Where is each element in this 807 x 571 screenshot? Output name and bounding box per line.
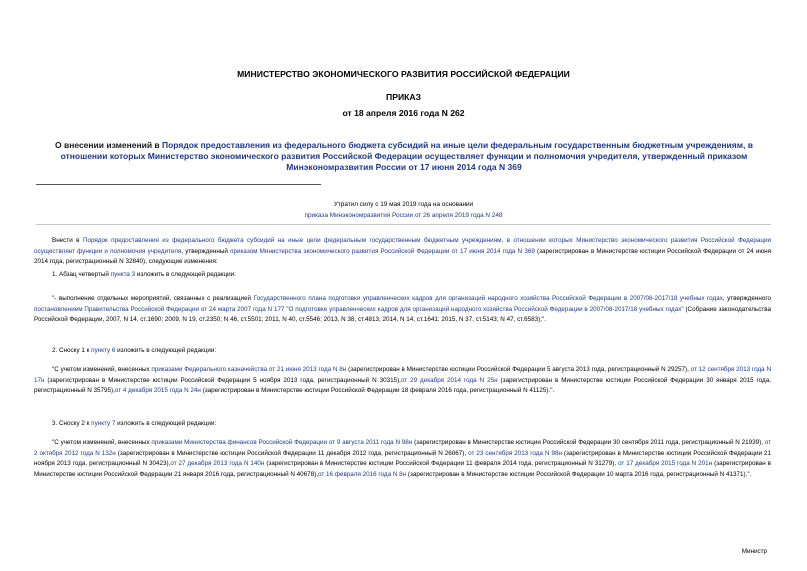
order-procedure-link[interactable]: Порядок предоставления из федерального бюджета субсидий на иные цели федеральным государственным бюджетным учреждениям, в отношении которых Министерство экономического развития Российской Федерации осуществляет функции и полномочия учредителя [34, 237, 771, 255]
order-369-link[interactable]: приказом Министерства экономического развития Российской Федерации от 17 июня 2014 года N 369 [230, 247, 535, 255]
text: (зарегистрирован в Министерстве юстиции Российской Федерации 30 января 2015 года, регистрационный N 35795), [34, 376, 771, 394]
text: (зарегистрирован в Министерстве юстиции Российской Федерации 11 декабря 2012 года, регистрационный N 26067), [115, 449, 469, 457]
minfin-order-8n-link[interactable]: от 16 февраля 2016 года N 8н [318, 470, 407, 478]
text: (зарегистрирован в Министерстве юстиции Российской Федерации 5 ноября 2013 года, регистрационный N 30315), [44, 376, 401, 384]
repeal-order-link[interactable]: приказа Минэкономразвития России от 26 апреля 2019 года N 248 [304, 212, 503, 219]
treasury-order-25n-link[interactable]: от 29 декабря 2014 года N 25н [400, 376, 498, 384]
text: (зарегистрирован в Министерстве юстиции Российской Федерации 18 февраля 2016 года, регистрационный N 41125).". [200, 387, 555, 394]
title-link[interactable]: Порядок предоставления из федерального бюджета субсидий на иные цели федеральным государственным бюджетным учреждениям, в отношении которых Министерство экономического развития Российской Федерации осуществляет функции и полномочия учредителя, утвержденный приказом Минэкономразвития России от 17 июня 2014 года N 369 [60, 140, 753, 172]
date-number-heading: от 18 апреля 2016 года N 262 [342, 108, 465, 118]
text: 3. Сноску 2 к [52, 420, 92, 427]
document-title [34, 140, 774, 173]
text: Внести в [52, 237, 83, 244]
resolution-title-link[interactable]: "О подготовке управленческих кадров для организаций народного хозяйства Российской Федерации в 2007/08-2017/18 учебных годах" [286, 305, 684, 313]
text: (зарегистрирован в Министерстве юстиции Российской Федерации 10 марта 2016 года, регистрационный N 41371).". [406, 470, 752, 478]
treasury-order-24n-link[interactable]: от 4 декабря 2015 года N 24н [114, 387, 201, 394]
point-3-link[interactable]: пункта 3 [110, 271, 136, 278]
paragraph-quote-2 [34, 365, 771, 397]
text: "- выполнение отдельных мероприятий, связанных с реализацией [52, 295, 254, 302]
paragraph-item-2 [34, 346, 771, 357]
doc-type-heading: ПРИКАЗ [386, 92, 421, 102]
ministry-heading: МИНИСТЕРСТВО ЭКОНОМИЧЕСКОГО РАЗВИТИЯ РОССИЙСКОЙ ФЕДЕРАЦИИ [237, 69, 570, 79]
point-7-link[interactable]: пункту 7 [91, 420, 116, 427]
minfin-order-132n-link[interactable]: от 2 октября 2012 года N 132н [34, 439, 772, 457]
signature-label: Министр [741, 548, 767, 555]
text: , утвержденный [181, 247, 231, 255]
text: (зарегистрирован в Министерстве юстиции Российской Федерации 21 января 2016 года, регистрационный N 40678), [34, 460, 771, 478]
text: "С учетом изменений, внесенных [52, 366, 152, 373]
text: (зарегистрирован в Министерстве юстиции Российской Федерации 30 сентября 2011 года, регистрационный N 21939), [412, 439, 765, 446]
point-6-link[interactable]: пункту 6 [91, 347, 116, 354]
paragraph-item-1 [34, 270, 771, 281]
resolution-177-link[interactable]: постановлением Правительства Российской Федерации от 24 марта 2007 года N 177 [34, 305, 285, 313]
text: 1. Абзац четвертый [52, 271, 111, 278]
text: изложить в следующей редакции: [135, 271, 236, 278]
title-prefix: О внесении изменений в [55, 140, 162, 150]
text: (Собрание законодательства Российской Федерации, 2007, N 14, ст.1690; 2009, N 19, ст.2350; N 46, ст.5501; 2011, N 40, ст.5546; 2013, N 38, ст.4813; 2014, N 14, ст.1641; 2015, N 37, ст.5143; N 47, ст.6583);". [34, 305, 772, 323]
repeal-note-text: Утратил силу с 19 мая 2019 года на основании [333, 201, 474, 208]
text: (зарегистрирован в Министерстве юстиции Российской Федерации 5 августа 2013 года, регистрационный N 29257), [346, 366, 691, 373]
divider-short [36, 184, 321, 185]
minfin-order-201n-link[interactable]: от 17 декабря 2015 года N 201н [618, 460, 713, 467]
paragraph-intro [34, 236, 771, 268]
divider-full [36, 224, 771, 225]
repeal-note [0, 199, 807, 221]
paragraph-item-3 [34, 419, 771, 430]
text: (зарегистрирован в Министерстве юстиции Российской Федерации 21 ноября 2013 года, регистрационный N 30423), [34, 449, 771, 467]
text: изложить в следующей редакции: [115, 420, 217, 427]
minfin-order-98n-2013-link[interactable]: от 23 сентября 2013 года N 98н [468, 449, 562, 457]
paragraph-quote-3 [34, 438, 771, 480]
state-plan-link[interactable]: Государственного плана подготовки управленческих кадров для организаций народного хозяйства Российской Федерации в 2007/08-2017/18 учебных годах [253, 295, 723, 302]
text: изложить в следующей редакции: [115, 347, 217, 354]
text: (зарегистрирован в Министерстве юстиции Российской Федерации 11 февраля 2014 года, регистрационный N 31279), [264, 460, 619, 467]
text: , утвержденного [722, 295, 771, 302]
text: "С учетом изменений, внесенных [52, 439, 152, 446]
treasury-order-17n-link[interactable]: от 12 сентября 2013 года N 17н [34, 366, 771, 384]
text: (зарегистрирован в Министерстве юстиции Российской Федерации от 24 июня 2014 года, регистрационный N 32840), следующие изменения: [34, 247, 771, 265]
text: 2. Сноску 1 к [52, 347, 92, 354]
treasury-order-8n-link[interactable]: приказами Федерального казначейства от 21 июня 2013 года N 8н [151, 366, 347, 373]
minfin-order-98n-2011-link[interactable]: приказами Министерства финансов Российской Федерации от 9 августа 2011 года N 98н [151, 439, 413, 446]
minfin-order-140n-link[interactable]: от 27 декабря 2013 года N 140н [170, 460, 265, 467]
paragraph-quote-1 [34, 294, 771, 326]
